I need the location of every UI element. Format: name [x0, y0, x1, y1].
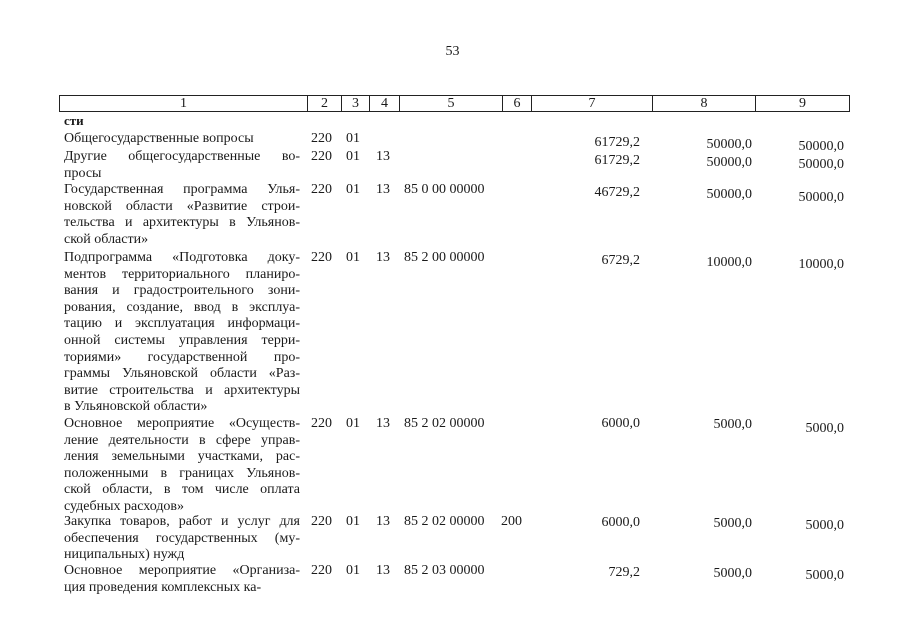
cell-c7: 61729,2 — [594, 153, 640, 168]
cell-c9: 50000,0 — [798, 190, 844, 205]
cell-c9: 5000,0 — [805, 518, 844, 533]
description-line: Основное мероприятие «Организа- — [64, 563, 300, 578]
cell-c2: 220 — [311, 149, 332, 164]
cell-c3: 01 — [346, 250, 360, 265]
cell-c2: 220 — [311, 250, 332, 265]
cell-c8: 10000,0 — [706, 255, 752, 270]
description-line: Закупка товаров, работ и услуг для — [64, 514, 300, 529]
description-line: новской области «Развитие строи- — [64, 198, 300, 214]
description-line: ской области, в том числе оплата — [64, 482, 300, 498]
cell-c9: 5000,0 — [805, 568, 844, 583]
cell-c7: 6000,0 — [601, 515, 640, 530]
description-line: Подпрограмма «Подготовка доку- — [64, 250, 300, 265]
cell-c2: 220 — [311, 182, 332, 197]
cell-c5: 85 2 00 00000 — [404, 250, 485, 265]
cell-c9: 5000,0 — [805, 421, 844, 436]
column-header-3: 3 — [352, 96, 359, 111]
cell-c6: 200 — [501, 514, 522, 529]
description-line: вания и градостроительного зони- — [64, 283, 300, 299]
description-line: ториями» государственной про- — [64, 349, 300, 365]
cell-c8: 5000,0 — [713, 566, 752, 581]
cell-c3: 01 — [346, 131, 360, 146]
row-description — [64, 149, 300, 182]
description-line: ление деятельности в сфере управ- — [64, 432, 300, 448]
description-line: рования, создание, ввод в эксплуа- — [64, 299, 300, 315]
cell-c9: 50000,0 — [798, 157, 844, 172]
row-description — [64, 416, 300, 516]
row-description — [64, 182, 300, 248]
column-header-row — [59, 95, 850, 112]
description-line: ментов территориального планиро- — [64, 266, 300, 282]
column-header-7: 7 — [588, 96, 596, 111]
description-line: витие строительства и архитектуры — [64, 382, 300, 398]
cell-c8: 5000,0 — [713, 516, 752, 531]
cell-c7: 61729,2 — [594, 135, 640, 150]
cell-c7: 729,2 — [608, 565, 640, 580]
description-line: ской области» — [64, 231, 149, 247]
description-line: положенными в границах Ульянов- — [64, 465, 300, 481]
cell-c8: 5000,0 — [713, 417, 752, 432]
cell-c3: 01 — [346, 416, 360, 431]
description-line: граммы Ульяновской области «Раз- — [64, 366, 300, 382]
description-line: Другие общегосударственные во- — [64, 149, 300, 164]
description-line: Основное мероприятие «Осуществ- — [64, 416, 300, 431]
cell-c5: 85 2 02 00000 — [404, 416, 485, 431]
cell-c4: 13 — [376, 416, 390, 431]
cell-c2: 220 — [311, 131, 332, 146]
cell-c4: 13 — [376, 563, 390, 578]
column-header-4: 4 — [381, 96, 388, 111]
cell-c8: 50000,0 — [706, 187, 752, 202]
cell-c7: 6000,0 — [601, 416, 640, 431]
description-line: ления земельными участками, рас- — [64, 449, 300, 465]
column-header-1: 1 — [180, 96, 187, 111]
description-line: обеспечения государственных (му- — [64, 530, 300, 546]
row-description — [64, 514, 300, 564]
description-line: судебных расходов» — [64, 498, 185, 514]
row-description — [64, 250, 300, 416]
cell-c4: 13 — [376, 250, 390, 265]
description-line: ниципальных) нужд — [64, 547, 185, 563]
cell-c2: 220 — [311, 416, 332, 431]
row-description — [64, 131, 300, 148]
cell-c3: 01 — [346, 563, 360, 578]
cell-c4: 13 — [376, 182, 390, 197]
description-line: тацию и эксплуатация информаци- — [64, 316, 300, 332]
cell-c5: 85 2 02 00000 — [404, 514, 485, 529]
cell-c4: 13 — [376, 149, 390, 164]
row-description — [64, 563, 300, 596]
description-line: Общегосударственные вопросы — [64, 131, 254, 146]
description-line: ция проведения комплексных ка- — [64, 579, 262, 595]
section-continuation: сти — [64, 113, 84, 128]
column-header-6: 6 — [513, 96, 521, 111]
cell-c8: 50000,0 — [706, 155, 752, 170]
cell-c8: 50000,0 — [706, 137, 752, 152]
cell-c4: 13 — [376, 514, 390, 529]
page-number: 53 — [445, 44, 460, 59]
cell-c2: 220 — [311, 563, 332, 578]
description-line: в Ульяновской области» — [64, 399, 208, 415]
description-line: тельства и архитектуры в Ульянов- — [64, 215, 300, 231]
column-header-8: 8 — [700, 96, 708, 111]
cell-c9: 10000,0 — [798, 257, 844, 272]
cell-c5: 85 0 00 00000 — [404, 182, 485, 197]
cell-c2: 220 — [311, 514, 332, 529]
cell-c5: 85 2 03 00000 — [404, 563, 485, 578]
description-line: онной системы управления терри- — [64, 332, 300, 348]
column-header-2: 2 — [321, 96, 328, 111]
column-header-5: 5 — [447, 96, 455, 111]
cell-c9: 50000,0 — [798, 139, 844, 154]
cell-c7: 46729,2 — [594, 185, 640, 200]
column-header-9: 9 — [799, 96, 806, 111]
cell-c3: 01 — [346, 182, 360, 197]
description-line: просы — [64, 165, 102, 181]
cell-c3: 01 — [346, 149, 360, 164]
cell-c7: 6729,2 — [601, 253, 640, 268]
description-line: Государственная программа Улья- — [64, 182, 300, 197]
cell-c3: 01 — [346, 514, 360, 529]
